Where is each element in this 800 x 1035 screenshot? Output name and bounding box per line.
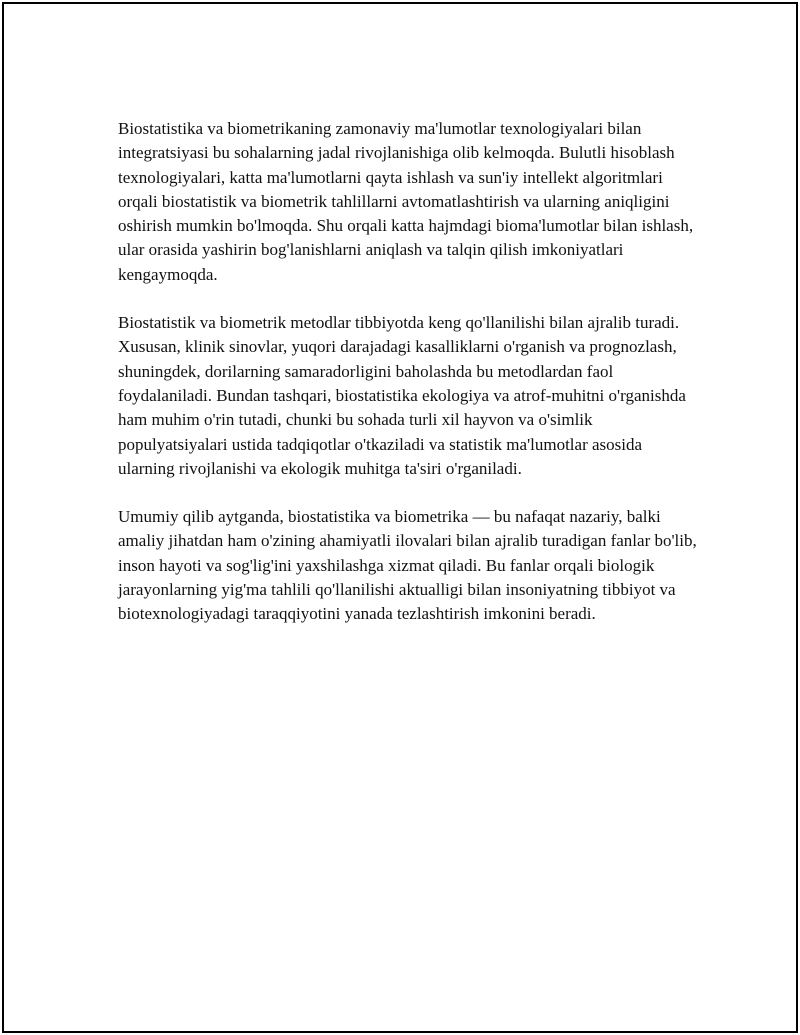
paragraph-conclusion: Umumiy qilib aytganda, biostatistika va biometrika — bu nafaqat nazariy, balki amaliy jihatdan ham o'zining ahamiyatli ilovalari bilan ajralib turadigan fanlar bo'lib, inson hayoti va sog'lig'ini yaxshilashga xizmat qiladi. Bu fanlar orqali biologik jarayonlarning yig'ma tahlili qo'llanilishi aktualligi bilan insoniyatning tibbiyot va biotexnologiyadagi taraqqiyotini yanada tezlashtirish imkonini beradi. xyxy=(118,507,697,624)
paragraph-integration: Biostatistika va biometrikaning zamonaviy ma'lumotlar texnologiyalari bilan integratsiyasi bu sohalarning jadal rivojlanishiga olib kelmoqda. Bulutli hisoblash texnologiyalari, katta ma'lumotlarni qayta ishlash va sun'iy intellekt algoritmlari orqali biostatistik va biometrik tahlillarni avtomatlashtirish va ularning aniqligini oshirish mumkin bo'lmoqda. Shu orqali katta hajmdagi bioma'lumotlar bilan ishlash, ular orasida yashirin bog'lanishlarni aniqlash va talqin qilish imkoniyatlari kengaymoqda. xyxy=(118,119,694,284)
paragraph-medicine: Biostatistik va biometrik metodlar tibbiyotda keng qo'llanilishi bilan ajralib turadi. Xususan, klinik sinovlar, yuqori darajadagi kasalliklarni o'rganish va prognozlash, shuningdek, dorilarning samaradorligini baholashda bu metodlardan faol foydalaniladi. Bundan tashqari, biostatistika ekologiya va atrof-muhitni o'rganishda ham muhim o'rin tutadi, chunki bu sohada turli xil hayvon va o'simlik populyatsiyalari ustida tadqiqotlar o'tkaziladi va statistik ma'lumotlar asosida ularning rivojlanishi va ekologik muhitga ta'siri o'rganiladi. xyxy=(118,313,686,478)
document-body xyxy=(118,117,698,651)
